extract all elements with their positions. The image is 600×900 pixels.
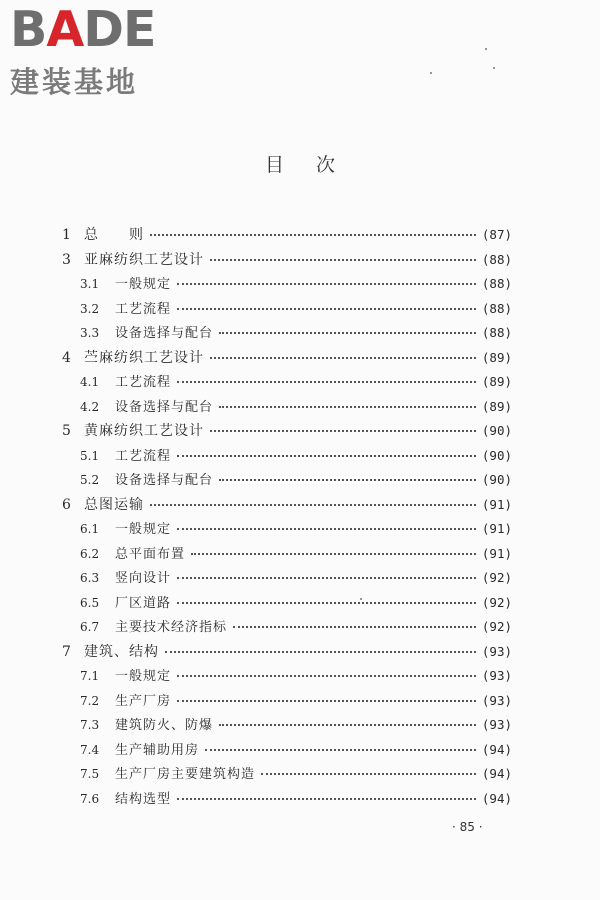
toc-entry-page: (88) [481, 300, 512, 316]
dot-leader [219, 724, 476, 726]
toc-entry-page: (93) [481, 717, 512, 732]
toc-entry-label: 总 则 [84, 227, 144, 243]
toc-entry-page: (87) [481, 227, 512, 242]
dot-leader [177, 283, 476, 285]
dot-leader [150, 234, 476, 236]
toc-entry-label: 一般规定 [115, 522, 172, 537]
toc-entry-label: 主要技术经济指标 [115, 620, 228, 635]
toc-section-row [62, 763, 512, 788]
toc-entry-label: 厂区道路 [115, 595, 172, 611]
toc-section-row [62, 298, 512, 323]
toc-entry-label: 工艺流程 [115, 448, 172, 464]
toc-entry-page: (92) [481, 570, 512, 585]
toc-entry-number: 3 [62, 251, 71, 268]
page-title: 目次 [264, 154, 367, 176]
toc-entry-number: 6.3 [80, 571, 100, 585]
toc-section-row [62, 322, 512, 347]
page-number: · 85 · [452, 820, 483, 834]
dot-leader [177, 700, 476, 702]
toc-entry-number: 4.1 [80, 375, 100, 389]
toc-entry-label: 亚麻纺织工艺设计 [84, 251, 204, 268]
toc-chapter-row [62, 641, 512, 666]
toc-entry-label: 工艺流程 [115, 301, 172, 317]
dot-leader [150, 504, 476, 506]
toc-entry-number: 1 [62, 227, 71, 243]
dot-leader [191, 553, 476, 555]
toc-entry-page: (89) [481, 398, 512, 414]
dot-leader [177, 528, 476, 530]
toc-entry-page: (88) [481, 276, 512, 291]
toc-entry-label: 黄麻纺织工艺设计 [84, 423, 204, 439]
dot-leader [177, 577, 476, 579]
toc-entry-label: 工艺流程 [115, 375, 172, 390]
toc-entry-page: (92) [481, 619, 512, 634]
toc-entry-page: (93) [481, 668, 512, 683]
toc-entry-page: (88) [481, 325, 512, 340]
toc-entry-label: 建筑、结构 [84, 643, 159, 660]
toc-entry-number: 7.2 [80, 693, 100, 708]
dot-leader [210, 357, 476, 359]
toc-entry-label: 一般规定 [115, 277, 172, 292]
dot-leader [210, 259, 476, 261]
toc-entry-label: 苎麻纺织工艺设计 [84, 349, 204, 366]
toc-chapter-row [62, 494, 512, 519]
dot-leader [219, 406, 476, 408]
toc-entry-label: 一般规定 [115, 669, 172, 684]
toc-entry-number: 6 [62, 496, 71, 513]
toc-entry-number: 7.1 [80, 669, 100, 683]
toc-section-row [62, 469, 512, 494]
dot-leader [233, 626, 476, 628]
toc-entry-label: 生产厂房主要建筑构造 [115, 767, 256, 782]
dot-leader [177, 602, 476, 604]
scan-speck [430, 72, 432, 74]
toc-entry-number: 6.2 [80, 546, 100, 561]
toc-section-row [62, 616, 512, 641]
toc-section-row [62, 371, 512, 396]
toc-entry-page: (89) [481, 374, 512, 389]
toc-entry-label: 总图运输 [84, 496, 144, 513]
toc-section-row [62, 567, 512, 592]
dot-leader [219, 479, 476, 481]
toc-chapter-row [62, 249, 512, 274]
dot-leader [210, 430, 476, 432]
toc-entry-number: 7.6 [80, 791, 100, 806]
toc-entry-number: 3.1 [80, 277, 100, 291]
toc-entry-page: (94) [481, 741, 512, 757]
toc-entry-page: (91) [481, 496, 512, 512]
toc-section-row [62, 690, 512, 715]
toc-entry-number: 3.2 [80, 301, 100, 316]
toc-entry-label: 结构选型 [115, 791, 172, 807]
toc-entry-label: 竖向设计 [115, 571, 172, 586]
toc-entry-number: 7.5 [80, 767, 100, 781]
dot-leader [261, 773, 476, 775]
toc-entry-number: 6.7 [80, 620, 100, 634]
toc-entry-number: 6.5 [80, 595, 100, 610]
table-of-contents [62, 224, 512, 812]
scan-speck [493, 67, 495, 69]
toc-entry-number: 4.2 [80, 399, 100, 414]
dot-leader [177, 675, 476, 677]
toc-section-row [62, 518, 512, 543]
dot-leader [219, 332, 476, 334]
toc-section-row [62, 396, 512, 421]
toc-section-row [62, 665, 512, 690]
toc-entry-number: 3.3 [80, 326, 100, 340]
toc-entry-number: 4 [62, 349, 71, 366]
toc-chapter-row [62, 420, 512, 445]
toc-section-row [62, 714, 512, 739]
toc-entry-label: 生产辅助用房 [115, 742, 200, 758]
toc-entry-label: 总平面布置 [115, 546, 186, 562]
toc-entry-number: 5.1 [80, 448, 100, 463]
toc-entry-page: (93) [481, 692, 512, 708]
toc-entry-page: (90) [481, 423, 512, 438]
toc-section-row [62, 273, 512, 298]
toc-entry-page: (94) [481, 790, 512, 806]
toc-entry-page: (91) [481, 521, 512, 536]
dot-leader [177, 381, 476, 383]
toc-entry-page: (90) [481, 472, 512, 487]
toc-chapter-row [62, 347, 512, 372]
toc-entry-label: 设备选择与配台 [115, 473, 214, 488]
logo [10, 1, 180, 99]
dot-leader [177, 455, 476, 457]
scan-speck [360, 598, 362, 600]
toc-section-row [62, 592, 512, 617]
toc-chapter-row [62, 224, 512, 249]
toc-entry-page: (88) [481, 251, 512, 267]
toc-entry-number: 5.2 [80, 473, 100, 487]
scan-speck [485, 48, 487, 50]
toc-entry-page: (93) [481, 643, 512, 659]
toc-section-row [62, 445, 512, 470]
toc-section-row [62, 739, 512, 764]
dot-leader [205, 749, 476, 751]
toc-entry-page: (94) [481, 766, 512, 781]
dot-leader [177, 308, 476, 310]
logo-subtitle: 建装基地 [10, 65, 139, 99]
toc-entry-number: 5 [62, 423, 71, 439]
toc-entry-number: 7 [62, 643, 71, 660]
logo-wordmark: BADE [10, 1, 156, 58]
toc-section-row [62, 543, 512, 568]
toc-entry-page: (91) [481, 545, 512, 561]
toc-entry-page: (89) [481, 349, 512, 365]
dot-leader [177, 798, 476, 800]
toc-entry-label: 设备选择与配台 [115, 326, 214, 341]
toc-entry-label: 建筑防火、防爆 [115, 718, 214, 733]
toc-entry-page: (90) [481, 447, 512, 463]
toc-entry-number: 7.4 [80, 742, 100, 757]
toc-entry-label: 生产厂房 [115, 693, 172, 709]
dot-leader [165, 651, 476, 653]
toc-entry-number: 7.3 [80, 718, 100, 732]
toc-entry-label: 设备选择与配台 [115, 399, 214, 415]
toc-entry-page: (92) [481, 594, 512, 610]
toc-entry-number: 6.1 [80, 522, 100, 536]
toc-section-row [62, 788, 512, 813]
